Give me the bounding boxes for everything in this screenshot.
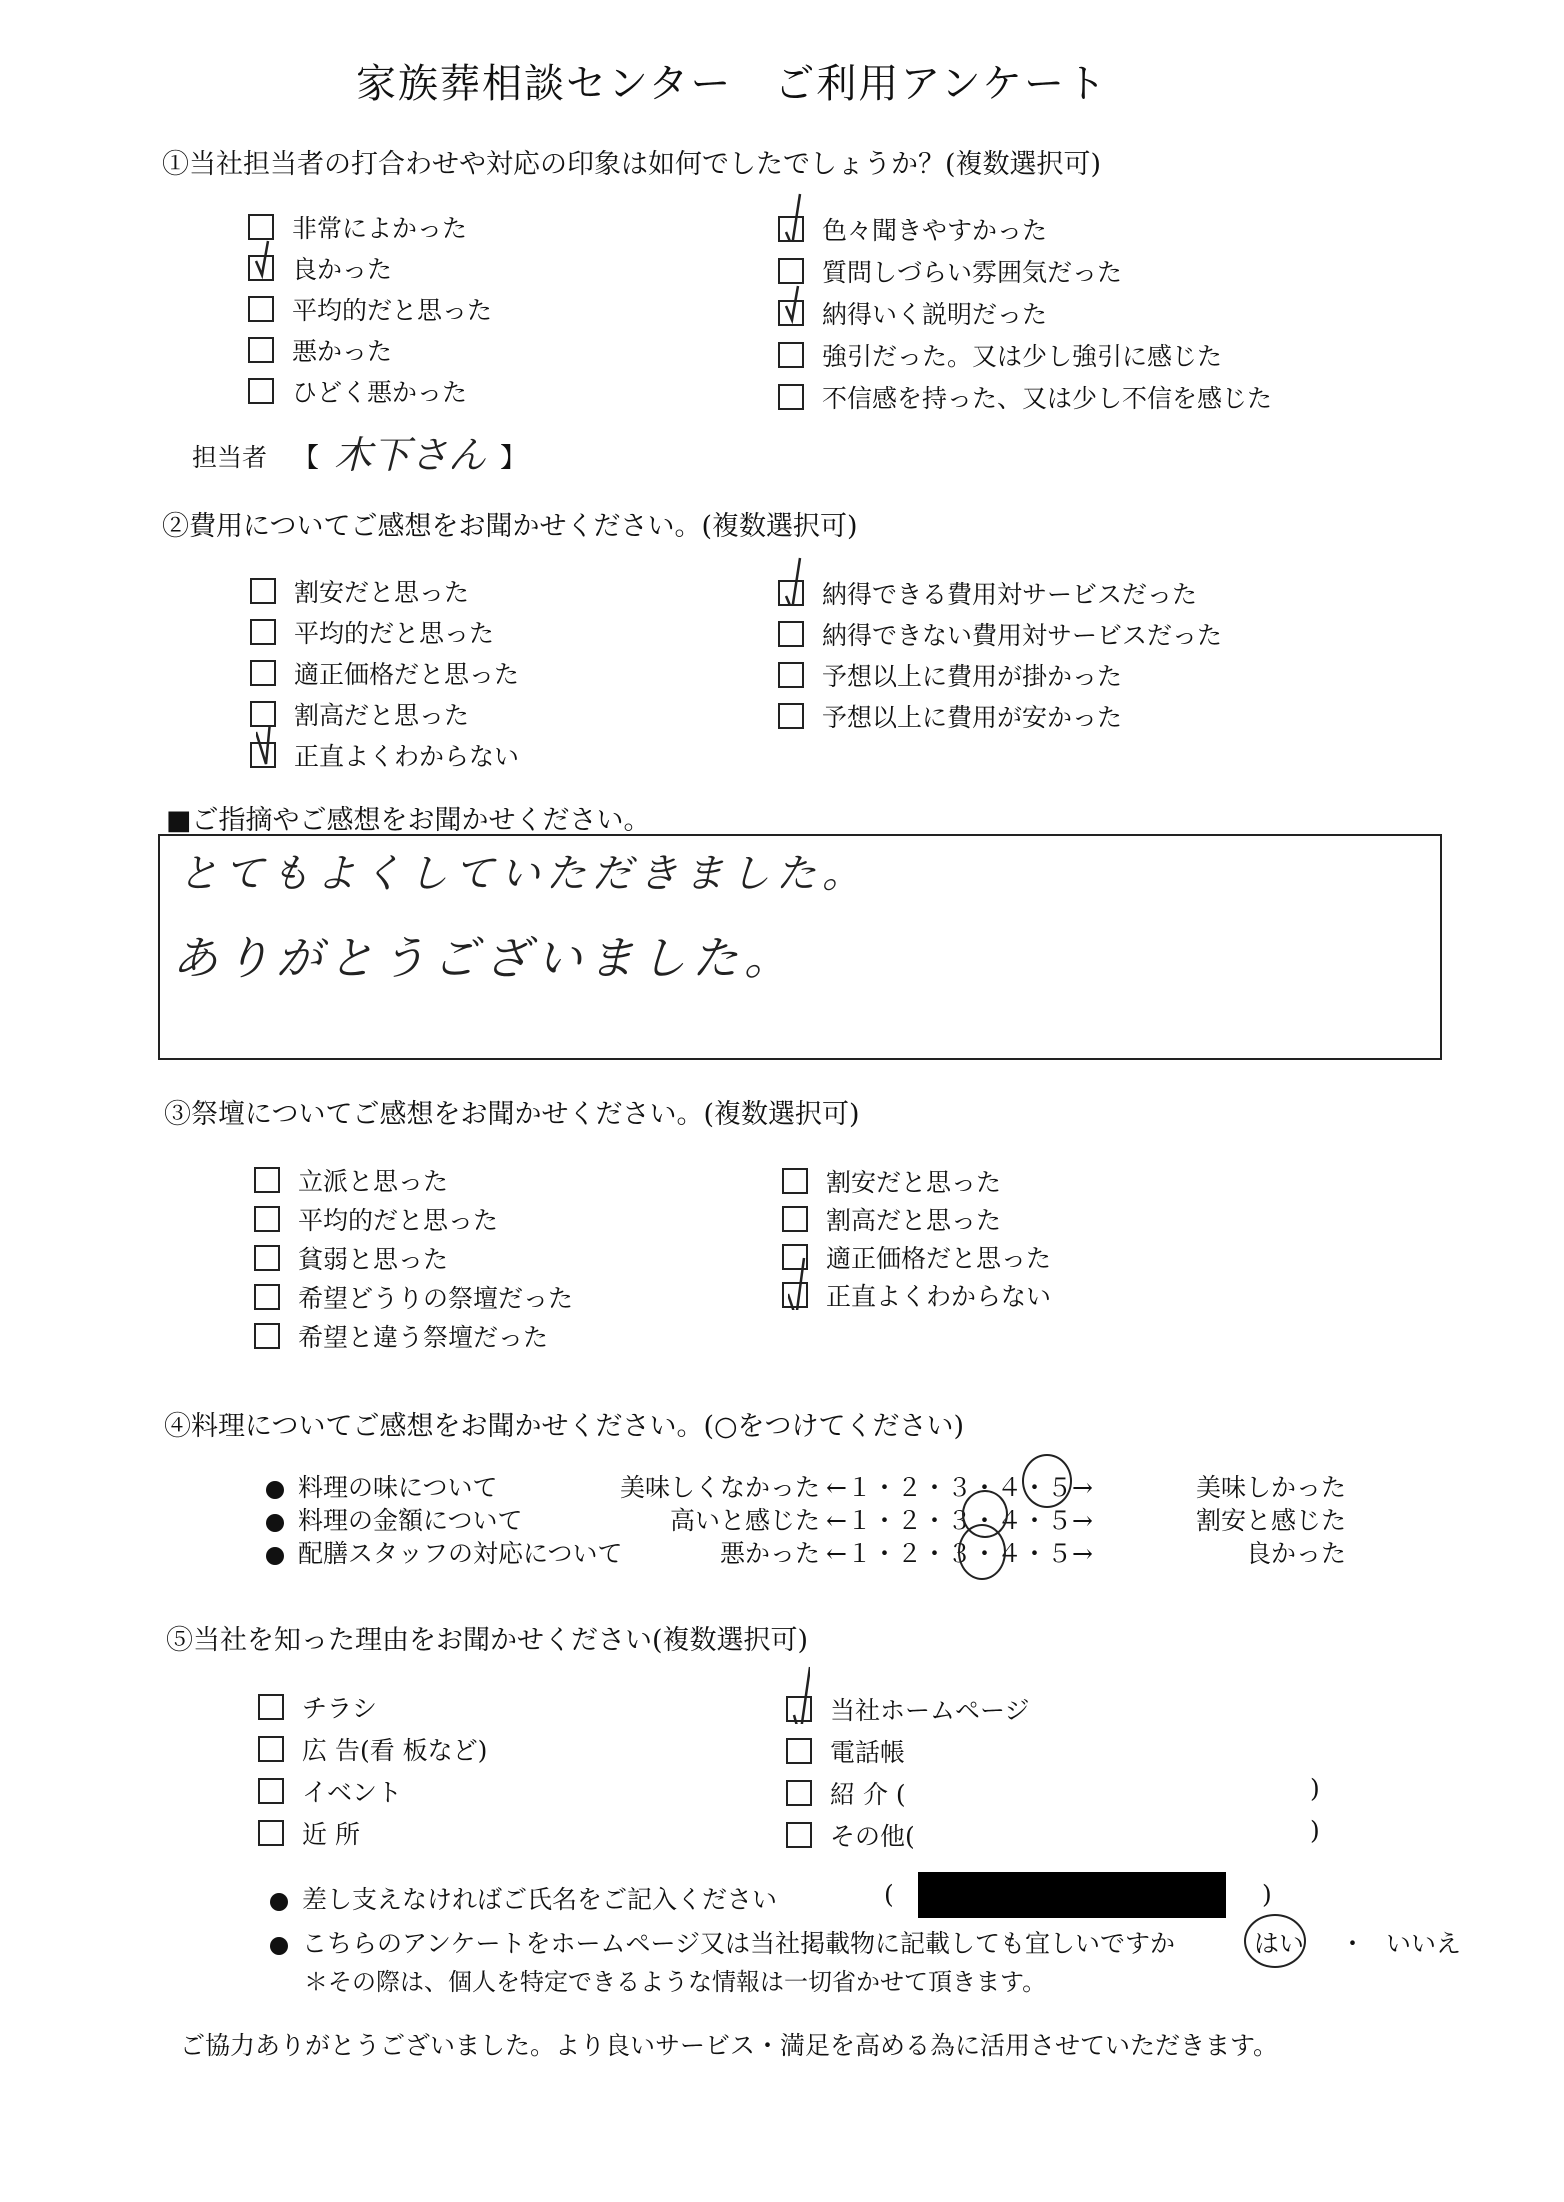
checkbox-checked[interactable] (250, 742, 276, 768)
q1-option-2[interactable]: 良かった (248, 247, 492, 288)
q4-row-3-selected-circle (958, 1524, 1006, 1580)
q1-option-8[interactable]: 納得いく説明だった (778, 292, 1272, 334)
q5-option-2[interactable]: 広 告(看 板など) (258, 1728, 487, 1770)
checkbox[interactable] (782, 1244, 808, 1270)
q5-left-options (258, 1686, 487, 1854)
q4-row-3-high: 良かった (1245, 1539, 1346, 1568)
q5-option-3[interactable]: イベント (258, 1770, 487, 1812)
q1-option-5[interactable]: ひどく悪かった (248, 370, 492, 411)
q1-option-10[interactable]: 不信感を持った、又は少し不信を感じた (778, 376, 1272, 418)
q3-left-options (254, 1160, 573, 1355)
q3-question: ③祭壇についてご感想をお聞かせください。(複数選択可) (164, 1099, 860, 1130)
q2-question: ②費用についてご感想をお聞かせください。(複数選択可) (162, 511, 858, 542)
staff-bracket-close: 】 (500, 443, 527, 474)
comment-line-1: とてもよくしていただきました。 (178, 851, 868, 897)
q5-option-8-close: ) (1310, 1816, 1320, 1845)
checkbox[interactable] (254, 1323, 280, 1349)
checkbox-checked[interactable] (778, 216, 804, 242)
comment-line-2: ありがとうございました。 (172, 931, 796, 985)
q5-option-1[interactable]: チラシ (258, 1686, 487, 1728)
q2-left-options (250, 570, 519, 775)
checkbox[interactable] (250, 660, 276, 686)
staff-label: 担当者 (192, 443, 268, 472)
checkbox[interactable] (248, 337, 274, 363)
checkbox[interactable] (778, 703, 804, 729)
checkbox[interactable] (248, 214, 274, 240)
checkbox[interactable] (778, 258, 804, 284)
checkbox[interactable] (254, 1284, 280, 1310)
q5-option-4[interactable]: 近 所 (258, 1812, 487, 1854)
q4-row-3-low: 悪かった (719, 1539, 820, 1568)
q3-right-options (782, 1162, 1051, 1314)
q1-option-4[interactable]: 悪かった (248, 329, 492, 370)
q3-option-2[interactable]: 平均的だと思った (254, 1199, 573, 1238)
bullet-icon (266, 1547, 284, 1565)
q3-option-8[interactable]: 適正価格だと思った (782, 1238, 1051, 1276)
q2-option-6[interactable]: 納得できる費用対サービスだった (778, 572, 1222, 613)
checkbox[interactable] (248, 378, 274, 404)
q4-row-2-low: 高いと感じた (669, 1506, 820, 1535)
checkbox[interactable] (778, 662, 804, 688)
checkbox-checked[interactable] (786, 1696, 812, 1722)
checkbox[interactable] (254, 1206, 280, 1232)
q2-option-2[interactable]: 平均的だと思った (250, 611, 519, 652)
publish-prompt: こちらのアンケートをホームページ又は当社掲載物に記載しても宜しいですか (270, 1924, 1175, 1960)
name-close-paren: ) (1262, 1880, 1272, 1909)
checkbox[interactable] (778, 384, 804, 410)
q3-option-6[interactable]: 割安だと思った (782, 1162, 1051, 1200)
q2-right-options (778, 572, 1222, 736)
checkbox[interactable] (248, 296, 274, 322)
checkbox[interactable] (250, 619, 276, 645)
checkbox[interactable] (258, 1778, 284, 1804)
staff-bracket-open: 【 (292, 443, 319, 474)
q2-option-9[interactable]: 予想以上に費用が安かった (778, 695, 1222, 736)
q4-row-1-low: 美味しくなかった (619, 1473, 820, 1502)
q3-option-7[interactable]: 割高だと思った (782, 1200, 1051, 1238)
q2-option-7[interactable]: 納得できない費用対サービスだった (778, 613, 1222, 654)
checkbox[interactable] (782, 1168, 808, 1194)
checkbox-checked[interactable] (248, 255, 274, 281)
q1-option-9[interactable]: 強引だった。又は少し強引に感じた (778, 334, 1272, 376)
thanks-text: ご協力ありがとうございました。より良いサービス・満足を高める為に活用させていただきます。 (180, 2031, 1279, 2060)
q3-option-9[interactable]: 正直よくわからない (782, 1276, 1051, 1314)
q2-option-5[interactable]: 正直よくわからない (250, 734, 519, 775)
checkbox[interactable] (250, 578, 276, 604)
q4-row-1-scale[interactable]: ←１・２・３・４・５→ (826, 1473, 1093, 1502)
name-field-redacted[interactable] (918, 1872, 1226, 1918)
q1-question: ①当社担当者の打合わせや対応の印象は如何でしたでしょうか？(複数選択可) (162, 149, 1102, 180)
checkbox-checked[interactable] (782, 1282, 808, 1308)
q5-right-options (786, 1688, 1030, 1856)
checkbox[interactable] (258, 1694, 284, 1720)
q5-option-5[interactable]: 当社ホームページ (786, 1688, 1030, 1730)
q2-option-8[interactable]: 予想以上に費用が掛かった (778, 654, 1222, 695)
q3-option-5[interactable]: 希望と違う祭壇だった (254, 1316, 573, 1355)
q4-row-1-high: 美味しかった (1195, 1473, 1346, 1502)
checkbox[interactable] (782, 1206, 808, 1232)
q5-option-6[interactable]: 電話帳 (786, 1730, 1030, 1772)
checkbox[interactable] (254, 1167, 280, 1193)
q3-option-1[interactable]: 立派と思った (254, 1160, 573, 1199)
q5-option-7[interactable]: 紹 介 ( (786, 1772, 1030, 1814)
bullet-icon (266, 1514, 284, 1532)
checkbox[interactable] (250, 701, 276, 727)
q4-row-2-label: 料理の金額について (266, 1501, 523, 1537)
q1-right-options (778, 208, 1272, 418)
checkbox[interactable] (258, 1736, 284, 1762)
checkbox[interactable] (786, 1738, 812, 1764)
publish-yes-circle (1244, 1914, 1306, 1968)
publish-no[interactable]: いいえ (1386, 1929, 1462, 1958)
q4-question: ④料理についてご感想をお聞かせください。(○をつけてください) (164, 1411, 965, 1442)
q1-option-7[interactable]: 質問しづらい雰囲気だった (778, 250, 1272, 292)
q4-row-2-high: 割安と感じた (1195, 1506, 1346, 1535)
q4-row-2-scale[interactable]: ←１・２・３・４・５→ (826, 1506, 1093, 1535)
comments-heading: ■ご指摘やご感想をお聞かせください。 (166, 805, 651, 836)
bullet-icon (270, 1937, 288, 1955)
q3-option-3[interactable]: 貧弱と思った (254, 1238, 573, 1277)
page-title: 家族葬相談センター ご利用アンケート (356, 61, 1108, 107)
q5-question: ⑤当社を知った理由をお聞かせください(複数選択可) (166, 1625, 809, 1656)
privacy-note: ＊その際は、個人を特定できるような情報は一切省かせて頂きます。 (304, 1968, 1047, 1996)
checkbox[interactable] (778, 621, 804, 647)
q2-option-1[interactable]: 割安だと思った (250, 570, 519, 611)
publish-separator: ・ (1340, 1929, 1366, 1958)
name-open-paren: ( (884, 1880, 894, 1909)
checkbox[interactable] (254, 1245, 280, 1271)
staff-name-handwritten[interactable]: 木下さん (334, 433, 487, 477)
q2-option-4[interactable]: 割高だと思った (250, 693, 519, 734)
q2-option-3[interactable]: 適正価格だと思った (250, 652, 519, 693)
bullet-icon (266, 1481, 284, 1499)
checkbox[interactable] (778, 342, 804, 368)
checkbox-checked[interactable] (778, 300, 804, 326)
checkbox[interactable] (786, 1780, 812, 1806)
publish-yes[interactable]: はい (1254, 1929, 1305, 1958)
q4-row-3-scale[interactable]: ←１・２・３・４・５→ (826, 1539, 1093, 1568)
q3-option-4[interactable]: 希望どうりの祭壇だった (254, 1277, 573, 1316)
q5-option-7-close: ) (1310, 1774, 1320, 1803)
checkbox-checked[interactable] (778, 580, 804, 606)
q4-row-1-label: 料理の味について (266, 1468, 498, 1504)
name-prompt: 差し支えなければご氏名をご記入ください (270, 1880, 777, 1916)
bullet-icon (270, 1893, 288, 1911)
q4-row-3-label: 配膳スタッフの対応について (266, 1534, 623, 1570)
q1-left-options (248, 206, 492, 411)
q1-option-6[interactable]: 色々聞きやすかった (778, 208, 1272, 250)
checkbox[interactable] (786, 1822, 812, 1848)
checkbox[interactable] (258, 1820, 284, 1846)
q4-row-1-selected-circle (1022, 1454, 1072, 1508)
q1-option-1[interactable]: 非常によかった (248, 206, 492, 247)
q5-option-8[interactable]: その他( (786, 1814, 1030, 1856)
q1-option-3[interactable]: 平均的だと思った (248, 288, 492, 329)
